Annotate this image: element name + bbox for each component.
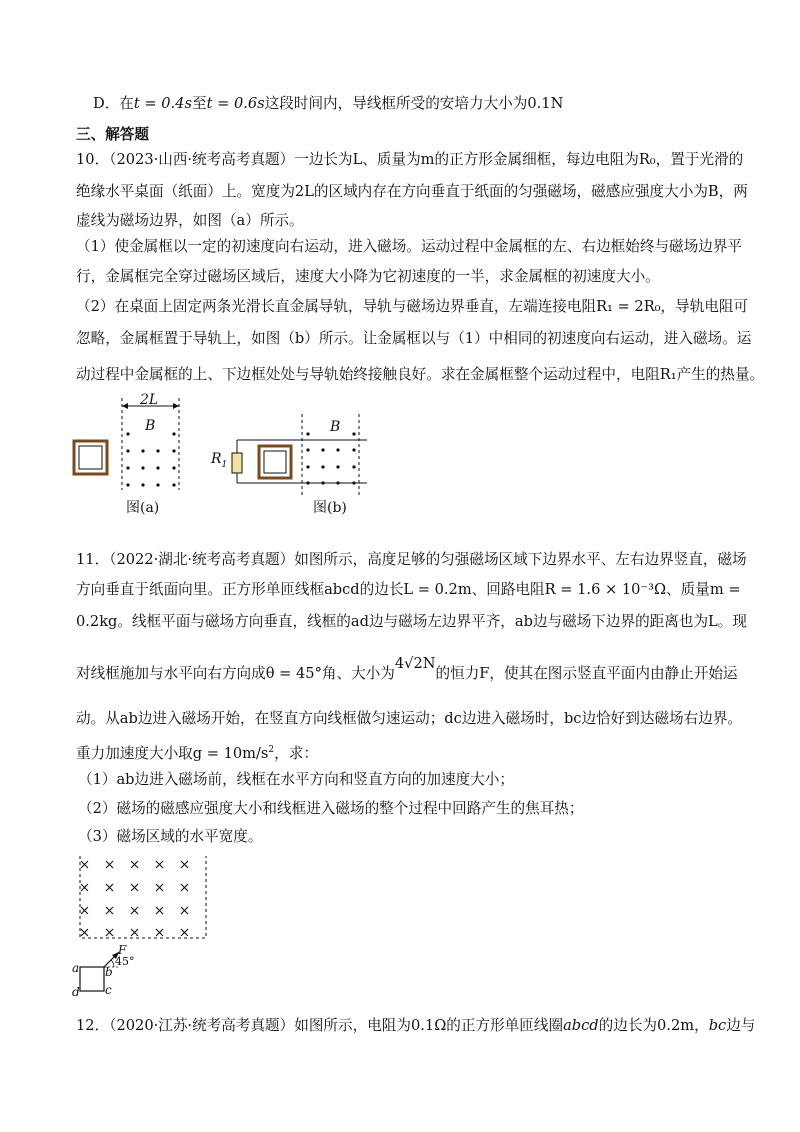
q11-subq-2: （2）磁场的磁感应强度大小和线框进入磁场的整个过程中回路产生的焦耳热； (78, 800, 584, 817)
q11-fig-c: c (105, 983, 112, 997)
q10-line-1: 10．（2023·山西·统考高考真题）一边长为L、质量为m的正方形金属细框，每边电阻为R₀，置于光滑的 (76, 151, 744, 168)
fig-a-caption: 图(a) (126, 500, 160, 516)
q10-line-6: （2）在桌面上固定两条光滑长直金属导轨，导轨与磁场边界垂直，左端连接电阻R₁ = 2R₀，导轨电阻可 (76, 298, 749, 315)
option-d (93, 94, 563, 114)
option-d-rest: 这段时间内，导线框所受的安培力大小为 (264, 95, 528, 112)
fig-b-field-label: B (330, 419, 341, 435)
option-d-t2: t = 0.6s (206, 95, 265, 112)
q10-line-7: 忽略，金属框置于导轨上，如图（b）所示。让金属框以与（1）中相同的初速度向右运动，进入磁场。运 (76, 330, 752, 347)
q11-force-value: 4√2N (394, 655, 436, 672)
q11-line-4: 对线框施加与水平向右方向成θ = 45°角、大小为4√2N的恒力F，使其在图示竖直平面内由静止开始运 (76, 655, 738, 682)
option-d-mid: 至 (191, 95, 207, 112)
q11-line-2: 方向垂直于纸面向里。正方形单匝线框abcd的边长L = 0.2m、回路电阻R = 1.6 × 10⁻³Ω、质量m = (76, 581, 741, 598)
option-d-force: 0.1N (527, 95, 564, 112)
figure-b (205, 410, 375, 500)
figure-q11 (70, 852, 220, 1000)
q12-line-1: 12．（2020·江苏·统考高考真题）如图所示，电阻为0.1Ω的正方形单匝线圈abcd的边长为0.2m，bc边与 (76, 1017, 756, 1034)
fig-b-resistor-label: $R_1$ (211, 451, 228, 470)
option-d-label: D．在 (93, 95, 134, 112)
q10-line-3: 虚线为磁场边界，如图（a）所示。 (76, 212, 304, 229)
fig-a-field-label: B (145, 418, 156, 434)
q11-fig-F: F (118, 943, 127, 957)
q11-subq-3: （3）磁场区域的水平宽度。 (78, 828, 263, 845)
section-title: 三、解答题 (76, 126, 149, 143)
q10-line-5: 行，金属框完全穿过磁场区域后，速度大小降为它初速度的一半，求金属框的初速度大小。 (76, 268, 660, 285)
q11-line-1: 11．（2022·湖北·统考高考真题）如图所示，高度足够的匀强磁场区域下边界水平、左右边界竖直，磁场 (76, 551, 747, 568)
q11-fig-angle: 45° (115, 955, 135, 968)
q10-line-8: 动过程中金属框的上、下边框处处与导轨始终接触良好。求在金属框整个运动过程中，电阻R₁产生的热量。 (76, 366, 765, 383)
q11-fig-d: d (72, 985, 80, 999)
q10-line-4: （1）使金属框以一定的初速度向右运动，进入磁场。运动过程中金属框的左、右边框始终与磁场边界平 (76, 238, 743, 255)
q11-fig-a: a (72, 961, 80, 975)
fig-a-width-label: 2L (140, 392, 159, 408)
fig-b-caption: 图(b) (313, 500, 347, 516)
q10-line-2: 绝缘水平桌面（纸面）上。宽度为2L的区域内存在方向垂直于纸面的匀强磁场，磁感应强度大小为B，两 (76, 183, 748, 200)
q11-line-6: 重力加速度大小取$g = 10m/s^2$，求： (76, 745, 318, 762)
q11-line-3: 0.2kg。线框平面与磁场方向垂直，线框的ad边与磁场左边界平齐，ab边与磁场下边界的距离也为L。现 (76, 613, 747, 630)
q11-fig-b: b (105, 965, 113, 979)
option-d-t1: t = 0.4s (133, 95, 192, 112)
q11-subq-1: （1）ab边进入磁场前，线框在水平方向和竖直方向的加速度大小； (78, 771, 514, 788)
q11-line-5: 动。从ab边进入磁场开始，在竖直方向线框做匀速运动；dc边进入磁场时，bc边恰好到达磁场右边界。 (76, 710, 743, 727)
